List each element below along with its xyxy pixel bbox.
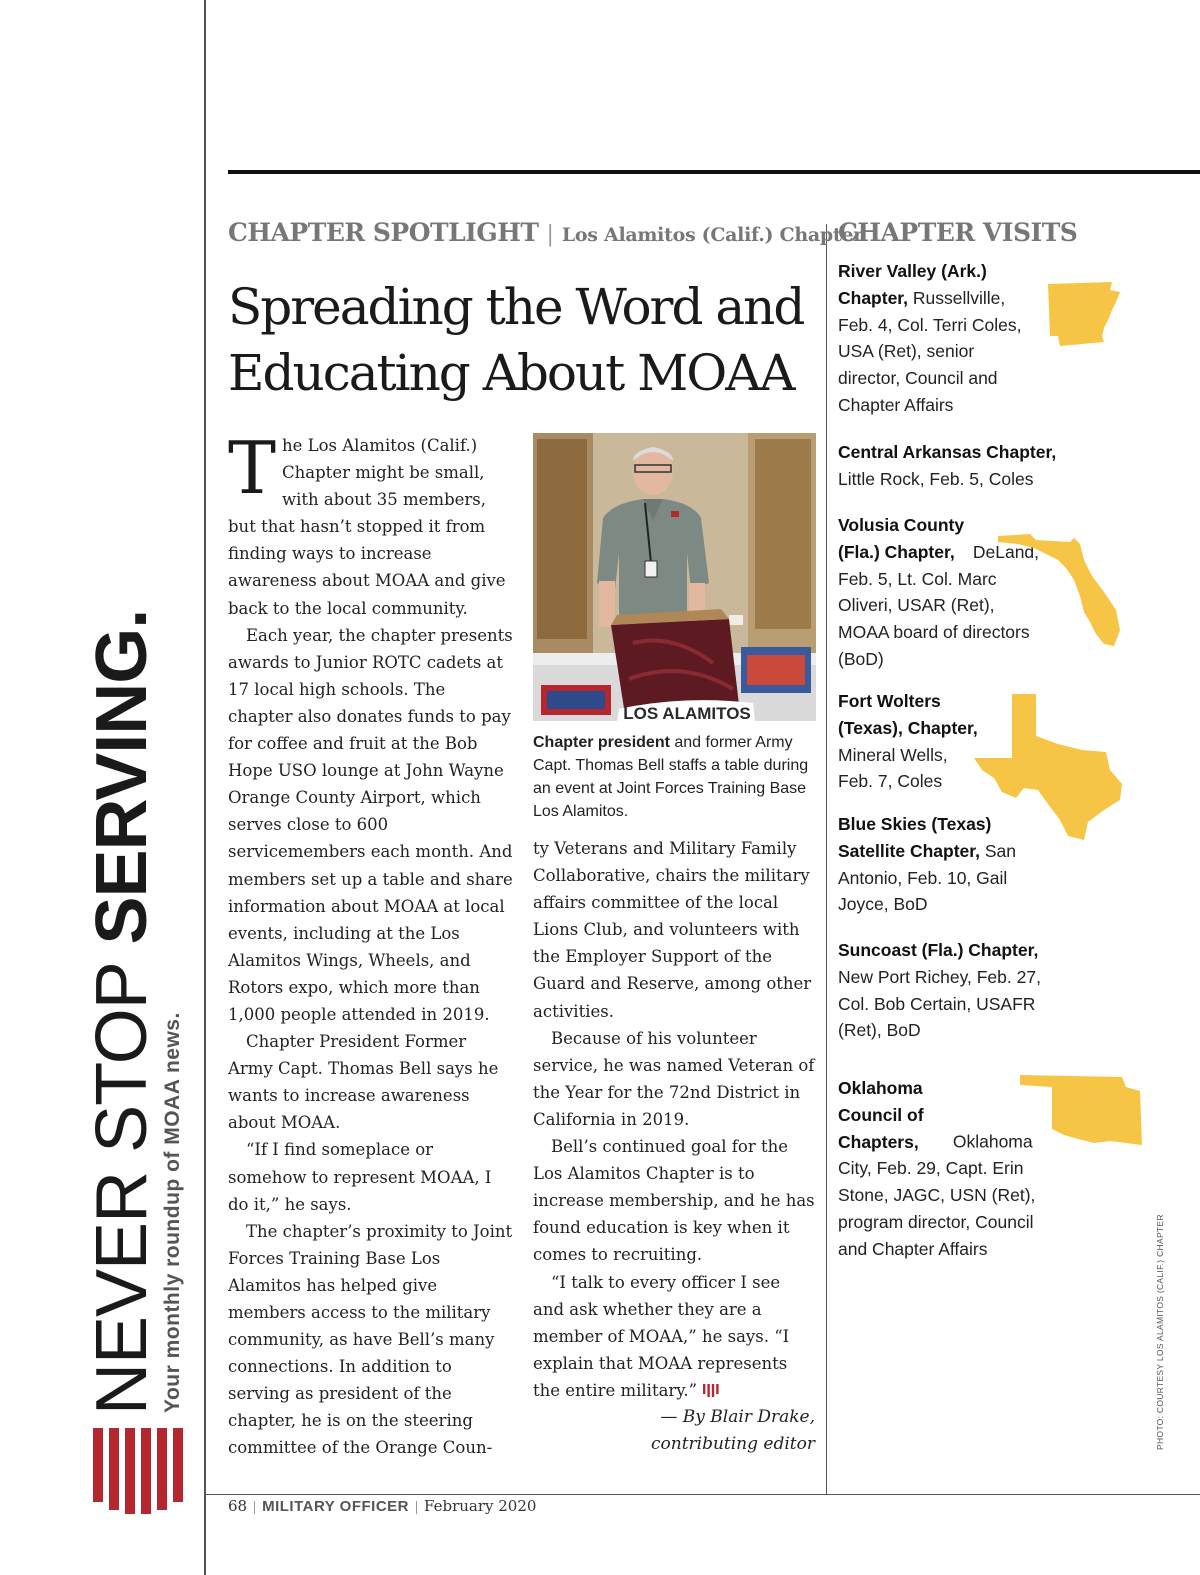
photo-caption: Chapter president and former Army Capt. Thomas Bell staffs a table during an event at Joint Forces Training Base Los Alamitos. [533,734,809,820]
article-paragraph: “If I find someplace or somehow to represent MOAA, I do it,” he says. [228,1140,492,1214]
sidebar-divider [826,224,827,1494]
footer-rule [204,1494,1200,1495]
footer-separator: | [253,1499,257,1515]
chapter-visits-title: CHAPTER VISITS [838,218,1078,247]
oklahoma-map-icon [1018,1073,1146,1149]
visit-entry: Central Arkansas Chapter, Little Rock, Feb. 5, Coles [838,442,1057,489]
article-column-2 [533,835,815,1404]
magazine-name: MILITARY OFFICER [262,1498,409,1515]
visit-entry: Oklahoma Council of Chapters, Oklahoma City, Feb. 29, Capt. Erin Stone, JAGC, USN (Ret), program director, Council and Chapter Affairs [838,1078,1036,1259]
article-column-1 [228,426,514,1462]
article-paragraph: ty Veterans and Military Family Collaborative, chairs the military affairs committee of the local Lions Club, and volunteers with the Employer Support of the Guard and Reserve, among other activities. [533,839,812,1021]
visit-entry: Volusia County (Fla.) Chapter, DeLand, Feb. 5, Lt. Col. Marc Oliveri, USAR (Ret), MOAA board of directors (BoD) [838,515,1040,669]
never-stop-serving-banner [82,595,195,1415]
section-kicker [228,218,863,247]
chapter-president-photo [533,433,816,721]
article-paragraph: “I talk to every officer I see and ask whether they are a member of MOAA,” he says. “I explain that MOAA represents the entire military.” [533,1272,790,1400]
kicker-chapter: Los Alamitos (Calif.) Chapter [561,224,863,246]
article-paragraph: The chapter’s proximity to Joint Forces Training Base Los Alamitos has helped give members access to the military community, as have Bell’s many connections. In addition to serving as president of the chapter, he is on the steering committee of the Orange Coun- [228,1221,513,1458]
end-mark-icon [703,1384,719,1398]
article-paragraph: The Los Alamitos (Calif.) Chapter might be small, with about 35 members, but that hasn’t stopped it from finding ways to increase awareness about MOAA and give back to the local community. [228,426,506,618]
article-headline: Spreading the Word and Educating About MOAA [228,278,804,402]
texas-map-icon [972,692,1128,842]
kicker-separator: | [546,222,554,247]
page-number: 68 [228,1497,248,1515]
left-column-rule [204,0,206,1575]
moaa-stripes-logo [93,1428,183,1518]
article-paragraph: Because of his volunteer service, he was named Veteran of the Year for the 72nd District in California in 2019. [533,1028,815,1129]
visit-entry: River Valley (Ark.) Chapter, Russellville, Feb. 4, Col. Terri Coles, USA (Ret), senior director, Council and Chapter Affairs [838,261,1022,415]
article-paragraph: Bell’s continued goal for the Los Alamitos Chapter is to increase membership, and he has found education is key when it comes to recruiting. [533,1137,815,1265]
visit-entry: Blue Skies (Texas) Satellite Chapter, San Antonio, Feb. 10, Gail Joyce, BoD [838,814,1016,915]
article-paragraph: Chapter President Former Army Capt. Thomas Bell says he wants to increase awareness about MOAA. [228,1032,499,1133]
visit-entry: Fort Wolters (Texas), Chapter, Mineral Wells, Feb. 7, Coles [838,691,978,792]
photo-credit: PHOTO: COURTESY LOS ALAMITOS (CALIF.) CHAPTER [1155,1214,1165,1450]
drop-cap: T [228,426,277,510]
banner-title: NEVER STOP SERVING. [82,609,162,1415]
banner-tagline: Your monthly roundup of MOAA news. [161,1012,184,1413]
visit-entry: Suncoast (Fla.) Chapter, New Port Richey, Feb. 27, Col. Bob Certain, USAFR (Ret), BoD [838,940,1041,1041]
florida-map-icon [998,534,1120,646]
footer-separator: | [415,1499,419,1515]
arkansas-map-icon [1046,280,1122,350]
byline: — By Blair Drake, contributing editor [650,1407,815,1454]
table-sign-text: LOS ALAMITOS [623,704,751,721]
top-rule [228,170,1200,174]
issue-date: February 2020 [424,1497,537,1515]
article-paragraph: Each year, the chapter presents awards to Junior ROTC cadets at 17 local high schools. The chapter also donates funds to pay for coffee and fruit at the Bob Hope USO lounge at John Wayne Orange County Airport, which serves close to 600 servicemembers each month. And members set up a table and share information about MOAA at local events, including at the Los Alamitos Wings, Wheels, and Rotors expo, which more than 1,000 people attended in 2019. [228,625,513,1024]
kicker-label: CHAPTER SPOTLIGHT [228,218,539,247]
page-footer [228,1497,536,1516]
